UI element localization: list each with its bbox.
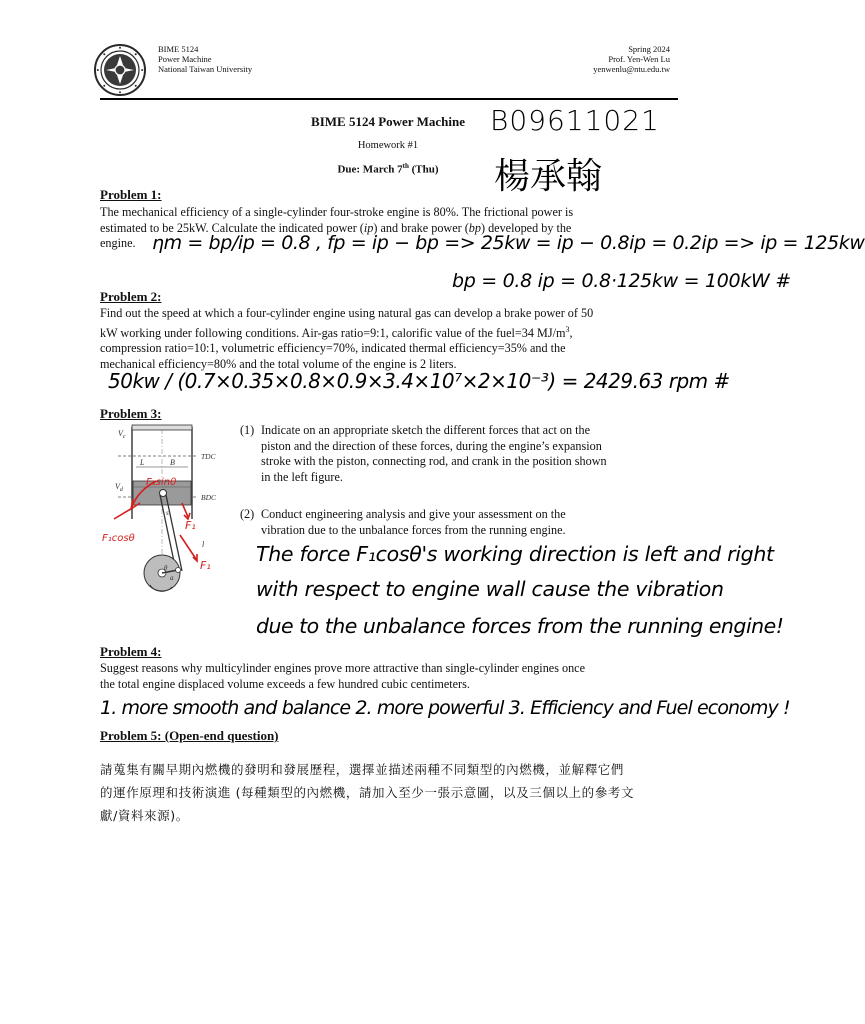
header-left bbox=[158, 44, 252, 74]
problem-4-line-1: Suggest reasons why multicylinder engines prove more attractive than single-cylinder engines once bbox=[100, 661, 585, 675]
problem-3-item-2 bbox=[240, 507, 680, 538]
fig-label-bdc: BDC bbox=[201, 493, 216, 502]
problem-3-item-1-text bbox=[261, 423, 680, 485]
problem-4-title: Problem 4: bbox=[100, 644, 162, 659]
problem-5-title: Problem 5: (Open-end question) bbox=[100, 728, 279, 743]
problem-3-item-2-text bbox=[261, 507, 680, 538]
due-date-day: (Thu) bbox=[411, 163, 439, 176]
fig-label-rod: l bbox=[202, 540, 205, 549]
problem-3-answer-line-1: The force F₁cosθ's working direction is left and right bbox=[256, 542, 774, 566]
problem-5-line-2: 的運作原理和技術演進 (每種類型的內燃機，請加入至少一張示意圖，以及三個以上的參考文 bbox=[100, 785, 635, 800]
p2-text-b: , bbox=[569, 325, 573, 340]
problem-3-item-1-line-1: Indicate on an appropriate sketch the different forces that act on the bbox=[261, 423, 591, 437]
problem-2-line-1: Find out the speed at which a four-cylinder engine using natural gas can develop a brake power of 50 bbox=[100, 306, 594, 320]
fig-label-vd bbox=[115, 482, 124, 493]
fig-label-vc-main: V bbox=[118, 429, 123, 438]
fig-label-theta: θ bbox=[164, 564, 168, 572]
problem-1-answer-line-2: bp = 0.8 ip = 0.8·125kw = 100kW # bbox=[452, 270, 791, 292]
p1-ip: ip bbox=[363, 220, 374, 235]
problem-1-title: Problem 1: bbox=[100, 187, 162, 202]
fig-label-l: L bbox=[140, 458, 145, 467]
problem-1-answer-line-1: ηm = bp/ip = 0.8 , fp = ip − bp => 25kw = ip − 0.8ip = 0.2ip => ip = 125kw bbox=[152, 232, 865, 254]
fig-hand-f1a: F₁ bbox=[185, 519, 196, 532]
fig-label-vd-sub: d bbox=[119, 487, 123, 493]
header-email: yenwenlu@ntu.edu.tw bbox=[593, 64, 670, 74]
fig-label-b: B bbox=[170, 458, 175, 467]
p2-text-a: kW working under following conditions. Air-gas ratio=9:1, calorific value of the fuel=34 MJ/m bbox=[100, 325, 566, 340]
problem-4-line-2: the total engine displaced volume exceeds a few hundred cubic centimeters. bbox=[100, 676, 470, 691]
fig-label-vd-main: V bbox=[115, 482, 120, 491]
header-university: National Taiwan University bbox=[158, 64, 253, 74]
problem-2-line-3: compression ratio=10:1, volumetric efficiency=70%, indicated thermal efficiency=35% and the bbox=[100, 341, 566, 356]
problem-2-title: Problem 2: bbox=[100, 289, 162, 304]
fig-label-vc-sub: c bbox=[122, 434, 126, 440]
problem-3-item-2-number: (2) bbox=[240, 507, 255, 521]
problem-5-line-3: 獻/資料來源)。 bbox=[100, 808, 189, 823]
problem-5-text bbox=[100, 758, 680, 827]
header-right bbox=[593, 44, 670, 74]
due-date-suffix: th bbox=[402, 162, 409, 170]
fig-label-s: s bbox=[166, 509, 169, 517]
due-date bbox=[258, 162, 518, 176]
header-term: Spring 2024 bbox=[628, 44, 670, 54]
fig-label-a: a bbox=[170, 574, 174, 582]
problem-1-line-1: The mechanical efficiency of a single-cylinder four-stroke engine is 80%. The frictional power is bbox=[100, 205, 574, 219]
header-rule bbox=[100, 98, 678, 100]
handwritten-student-name: 楊承翰 bbox=[494, 156, 603, 197]
fig-hand-f1b: F₁ bbox=[200, 559, 211, 572]
p2-sup: 3 bbox=[565, 324, 570, 334]
problem-3-item-1-line-3: stroke with the piston, connecting rod, and crank in the position shown bbox=[261, 454, 607, 468]
problem-3-item-2-line-2: vibration due to the unbalance forces from the running engine. bbox=[261, 522, 566, 537]
header-professor: Prof. Yen-Wen Lu bbox=[608, 54, 670, 64]
p1-text-a: estimated to be 25kW. Calculate the indicated power ( bbox=[100, 220, 364, 235]
header-course-name: Power Machine bbox=[158, 54, 212, 64]
handwritten-student-id: B09611021 bbox=[490, 104, 660, 137]
problem-2-text bbox=[100, 306, 680, 372]
problem-4-text bbox=[100, 661, 680, 692]
problem-3-item-1-number: (1) bbox=[240, 423, 255, 437]
problem-3-item-1-line-2: piston and the direction of these forces, during the engine’s expansion bbox=[261, 438, 602, 453]
problem-2-answer: 50kw / (0.7×0.35×0.8×0.9×3.4×10⁷×2×10⁻³) = 2429.63 rpm # bbox=[108, 369, 730, 393]
problem-2-line-2 bbox=[100, 322, 680, 342]
fig-hand-ftan: F₁sinθ bbox=[146, 477, 177, 488]
problem-3-answer-line-3: due to the unbalance forces from the running engine! bbox=[256, 614, 784, 638]
problem-3-item-2-line-1: Conduct engineering analysis and give your assessment on the bbox=[261, 507, 566, 521]
fig-hand-fcos: F₁cosθ bbox=[102, 533, 135, 544]
problem-4-answer: 1. more smooth and balance 2. more powerful 3. Efficiency and Fuel economy ! bbox=[100, 697, 790, 719]
p1-bp: bp bbox=[468, 220, 481, 235]
p1-text-b: ) and brake power ( bbox=[373, 220, 469, 235]
problem-3-title: Problem 3: bbox=[100, 406, 162, 421]
engine-sketch-figure bbox=[100, 423, 236, 593]
fig-label-tdc: TDC bbox=[201, 452, 216, 461]
university-seal-logo bbox=[94, 44, 146, 96]
problem-1-line-3: engine. bbox=[100, 236, 136, 250]
course-title: BIME 5124 Power Machine bbox=[311, 114, 465, 129]
due-date-main: Due: March 7 bbox=[337, 163, 403, 176]
problem-2-line-4: mechanical efficiency=80% and the total volume of the engine is 2 liters. bbox=[100, 356, 457, 371]
problem-3-item-1-line-4: in the left figure. bbox=[261, 469, 343, 484]
problem-3-answer-line-2: with respect to engine wall cause the vibration bbox=[256, 577, 724, 601]
problem-5-line-1: 請蒐集有關早期內燃機的發明和發展歷程，選擇並描述兩種不同類型的內燃機，並解釋它們 bbox=[100, 762, 625, 777]
problem-3-item-1 bbox=[240, 423, 680, 485]
fig-label-vc bbox=[118, 429, 126, 440]
p1-text-c: ) developed by the bbox=[480, 220, 572, 235]
header-course-code: BIME 5124 bbox=[158, 44, 199, 54]
homework-number: Homework #1 bbox=[357, 140, 419, 151]
